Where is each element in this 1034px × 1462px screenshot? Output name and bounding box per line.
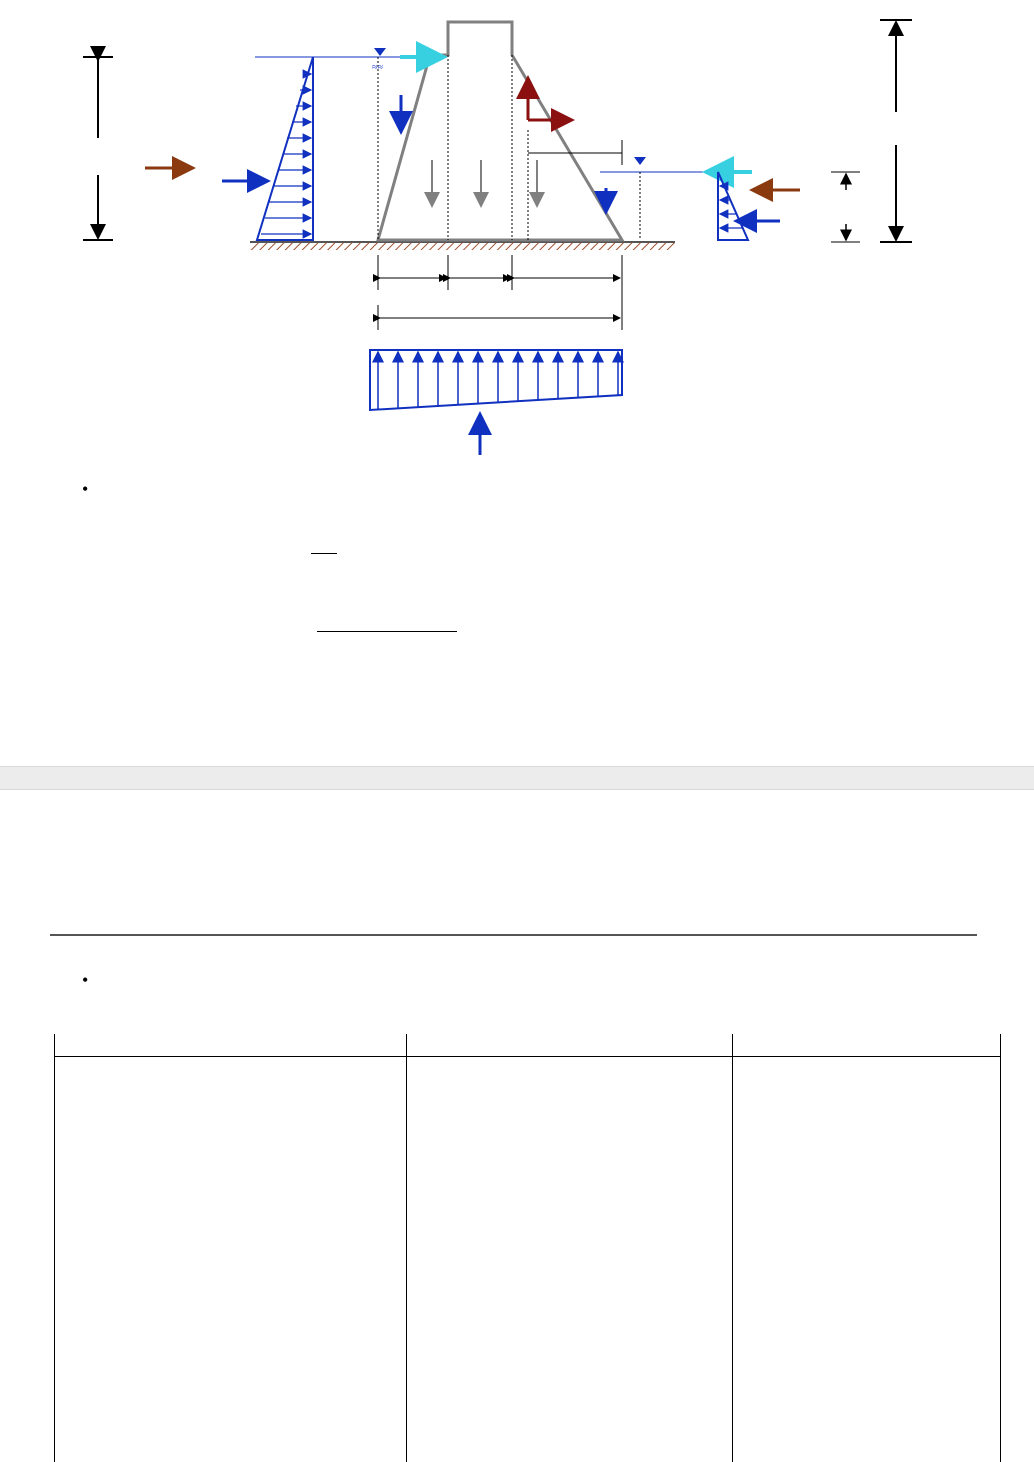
dam-diagram [0,0,1034,480]
header-rule [50,934,977,936]
uplift-diagram [370,350,622,410]
upstream-pressure-triangle [257,57,313,240]
ground-hatch [250,242,675,250]
page-separator [0,766,1034,790]
dam-body [378,22,622,240]
water-mark-icon [374,48,386,56]
bullet-icon: • [82,479,89,499]
section-title [392,901,402,917]
sliding-fraction-line [317,631,457,632]
upstream-pressure-arrows [261,74,311,234]
bullet-icon-2: • [82,970,89,990]
downstream-water-mark-icon [634,157,646,165]
downstream-pressure-triangle [718,172,748,240]
shear-fraction-line [311,553,337,554]
svg-text:≈≈: ≈≈ [372,62,383,73]
uplift-arrows [378,352,618,410]
